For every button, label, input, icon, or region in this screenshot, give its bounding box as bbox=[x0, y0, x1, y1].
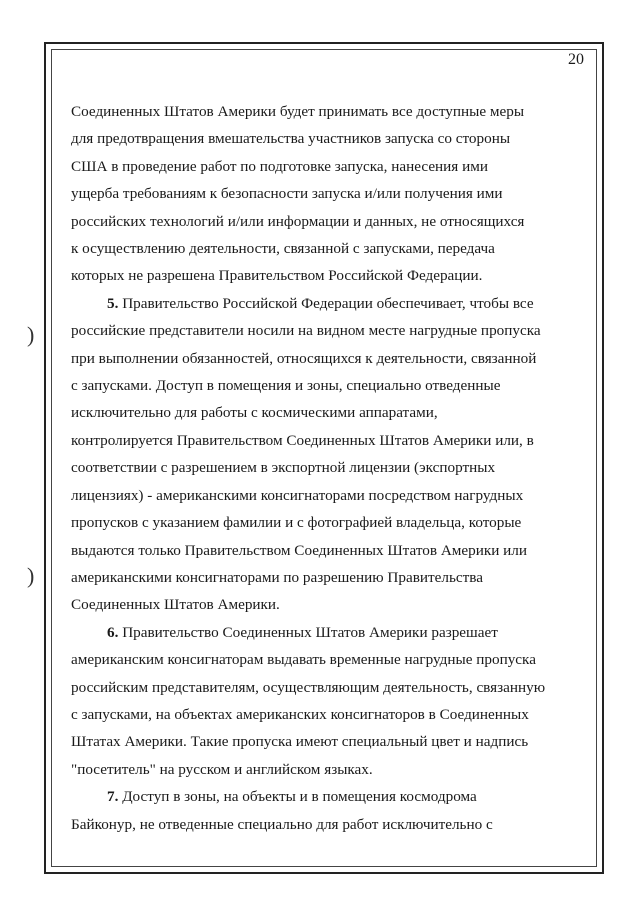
line-text: Правительство Российской Федерации обеспечивает, чтобы все bbox=[122, 294, 534, 312]
text-line: Соединенных Штатов Америки будет принимать все доступные меры bbox=[71, 103, 525, 120]
text-line: лицензиях) - американскими консигнаторами посредством нагрудных bbox=[71, 486, 524, 504]
text-line: с запусками, на объектах американских консигнаторов в Соединенных bbox=[71, 705, 529, 723]
paragraph bbox=[71, 783, 591, 838]
text-line: при выполнении обязанностей, относящихся к деятельности, связанной bbox=[71, 349, 537, 367]
text-line: для предотвращения вмешательства участников запуска со стороны bbox=[71, 130, 511, 148]
text-line: к осуществлению деятельности, связанной с запусками, передача bbox=[71, 240, 495, 258]
text-line: ущерба требованиям к безопасности запуска и/или получения ими bbox=[71, 185, 503, 203]
text-line: Соединенных Штатов Америки. bbox=[71, 596, 280, 614]
text-line: Штатах Америки. Такие пропуска имеют специальный цвет и надпись bbox=[71, 733, 529, 751]
text-line: США в проведение работ по подготовке запуска, нанесения ими bbox=[71, 157, 488, 175]
text-line: пропусков с указанием фамилии и с фотографией владельца, которые bbox=[71, 514, 522, 532]
text-line bbox=[71, 783, 591, 810]
paragraph-number: 7. bbox=[107, 788, 119, 806]
text-line: "посетитель" на русском и английском языках. bbox=[71, 760, 373, 778]
text-line bbox=[71, 619, 591, 646]
text-line bbox=[71, 290, 591, 317]
text-line: исключительно для работы с космическими аппаратами, bbox=[71, 404, 438, 422]
margin-mark: ) bbox=[27, 563, 35, 588]
text-line: выдаются только Правительством Соединенных Штатов Америки или bbox=[71, 541, 528, 559]
text-line: Байконур, не отведенные специально для работ исключительно с bbox=[71, 815, 493, 833]
margin-mark: ) bbox=[27, 322, 35, 347]
page-number: 20 bbox=[568, 51, 584, 68]
paragraph-number: 6. bbox=[107, 623, 119, 641]
text-line: российские представители носили на видном месте нагрудные пропуска bbox=[71, 322, 541, 340]
text-line: соответствии с разрешением в экспортной лицензии (экспортных bbox=[71, 459, 496, 477]
paragraph bbox=[71, 98, 591, 290]
line-text: Правительство Соединенных Штатов Америки разрешает bbox=[122, 623, 498, 641]
text-line: американским консигнаторам выдавать временные нагрудные пропуска bbox=[71, 651, 536, 669]
text-line: контролируется Правительством Соединенных Штатов Америки или, в bbox=[71, 431, 534, 449]
text-line: американскими консигнаторами по разрешению Правительства bbox=[71, 568, 484, 586]
text-line: российских технологий и/или информации и данных, не относящихся bbox=[71, 212, 525, 230]
paragraph-number: 5. bbox=[107, 294, 119, 312]
text-line: с запусками. Доступ в помещения и зоны, специально отведенные bbox=[71, 377, 501, 395]
document-body bbox=[71, 98, 591, 838]
paragraph bbox=[71, 619, 591, 783]
paragraph bbox=[71, 290, 591, 619]
text-line: российским представителям, осуществляющим деятельность, связанную bbox=[71, 678, 546, 696]
line-text: Доступ в зоны, на объекты и в помещения космодрома bbox=[122, 788, 477, 806]
text-line: которых не разрешена Правительством Российской Федерации. bbox=[71, 267, 483, 285]
